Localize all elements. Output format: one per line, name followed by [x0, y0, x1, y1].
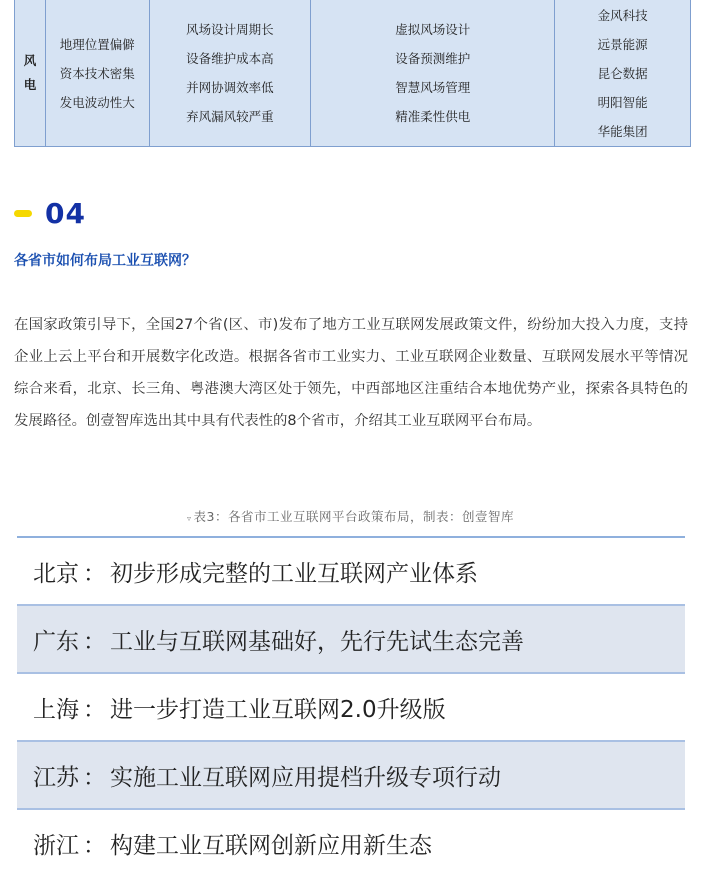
features-cell	[46, 0, 150, 146]
problem-item: 并网协调效率低	[186, 80, 274, 95]
solutions-cell	[311, 0, 555, 146]
enterprise-item: 远景能源	[597, 36, 648, 52]
solution-item: 虚拟风场设计	[395, 22, 471, 37]
province-list	[17, 536, 685, 876]
enterprise-item: 华能集团	[597, 123, 648, 139]
section-heading: 各省市如何布局工业互联网？	[14, 253, 196, 269]
section-number-text: 04	[45, 196, 86, 230]
problem-item: 设备维护成本高	[186, 51, 274, 66]
industry-label-cell	[15, 0, 46, 146]
province-row: 上海 ： 进一步打造工业互联网2.0升级版	[17, 672, 685, 740]
province-row: 浙江 ： 构建工业互联网创新应用新生态	[17, 808, 685, 876]
province-name: 上海	[33, 696, 79, 723]
triangle-down-icon: ▿	[187, 514, 192, 523]
industry-label-char: 电	[23, 77, 37, 92]
enterprise-item: 明阳智能	[597, 94, 648, 110]
enterprise-item: 金风科技	[597, 7, 648, 23]
solution-item: 智慧风场管理	[395, 80, 471, 95]
enterprise-item: 昆仑数据	[597, 65, 648, 81]
yellow-dash-icon	[14, 210, 32, 217]
problem-item: 弃风漏风较严重	[186, 109, 274, 124]
problem-item: 风场设计周期长	[186, 22, 274, 37]
province-desc: 初步形成完整的工业互联网产业体系	[110, 560, 478, 587]
solution-item: 设备预测维护	[395, 51, 471, 66]
province-name: 江苏	[33, 764, 79, 791]
province-desc: 进一步打造工业互联网2.0升级版	[110, 696, 446, 723]
wind-power-table-row	[14, 0, 691, 147]
caption-text: 表3：各省市工业互联网平台政策布局，制表：创壹智库	[193, 509, 514, 524]
feature-item: 地理位置偏僻	[59, 36, 135, 52]
enterprises-cell	[555, 0, 690, 146]
table-caption	[0, 507, 701, 525]
province-row: 江苏 ： 实施工业互联网应用提档升级专项行动	[17, 740, 685, 808]
section-paragraph: 在国家政策引导下，全国27个省(区、市)发布了地方工业互联网发展政策文件，纷纷加大投入力度，支持企业上云上平台和开展数字化改造。根据各省市工业实力、工业互联网企业数量、互联网发展水平等情况综合来看，北京、长三角、粤港澳大湾区处于领先，中西部地区注重结合本地优势产业，探索各具特色的发展路径。创壹智库选出其中具有代表性的8个省市，介绍其工业互联网平台布局。	[14, 317, 688, 429]
province-row: 广东 ： 工业与互联网基础好，先行先试生态完善	[17, 604, 685, 672]
industry-label-char: 风	[23, 53, 37, 68]
feature-item: 发电波动性大	[59, 94, 135, 110]
province-name: 广东	[33, 628, 79, 655]
feature-item: 资本技术密集	[59, 65, 135, 81]
solution-item: 精准柔性供电	[395, 109, 471, 124]
province-row: 北京 ： 初步形成完整的工业互联网产业体系	[17, 536, 685, 604]
province-desc: 实施工业互联网应用提档升级专项行动	[110, 764, 501, 791]
province-name: 浙江	[33, 832, 79, 859]
problems-cell	[150, 0, 312, 146]
section-number	[14, 195, 86, 231]
province-desc: 工业与互联网基础好，先行先试生态完善	[110, 628, 524, 655]
province-name: 北京	[33, 560, 79, 587]
province-desc: 构建工业互联网创新应用新生态	[110, 832, 432, 859]
